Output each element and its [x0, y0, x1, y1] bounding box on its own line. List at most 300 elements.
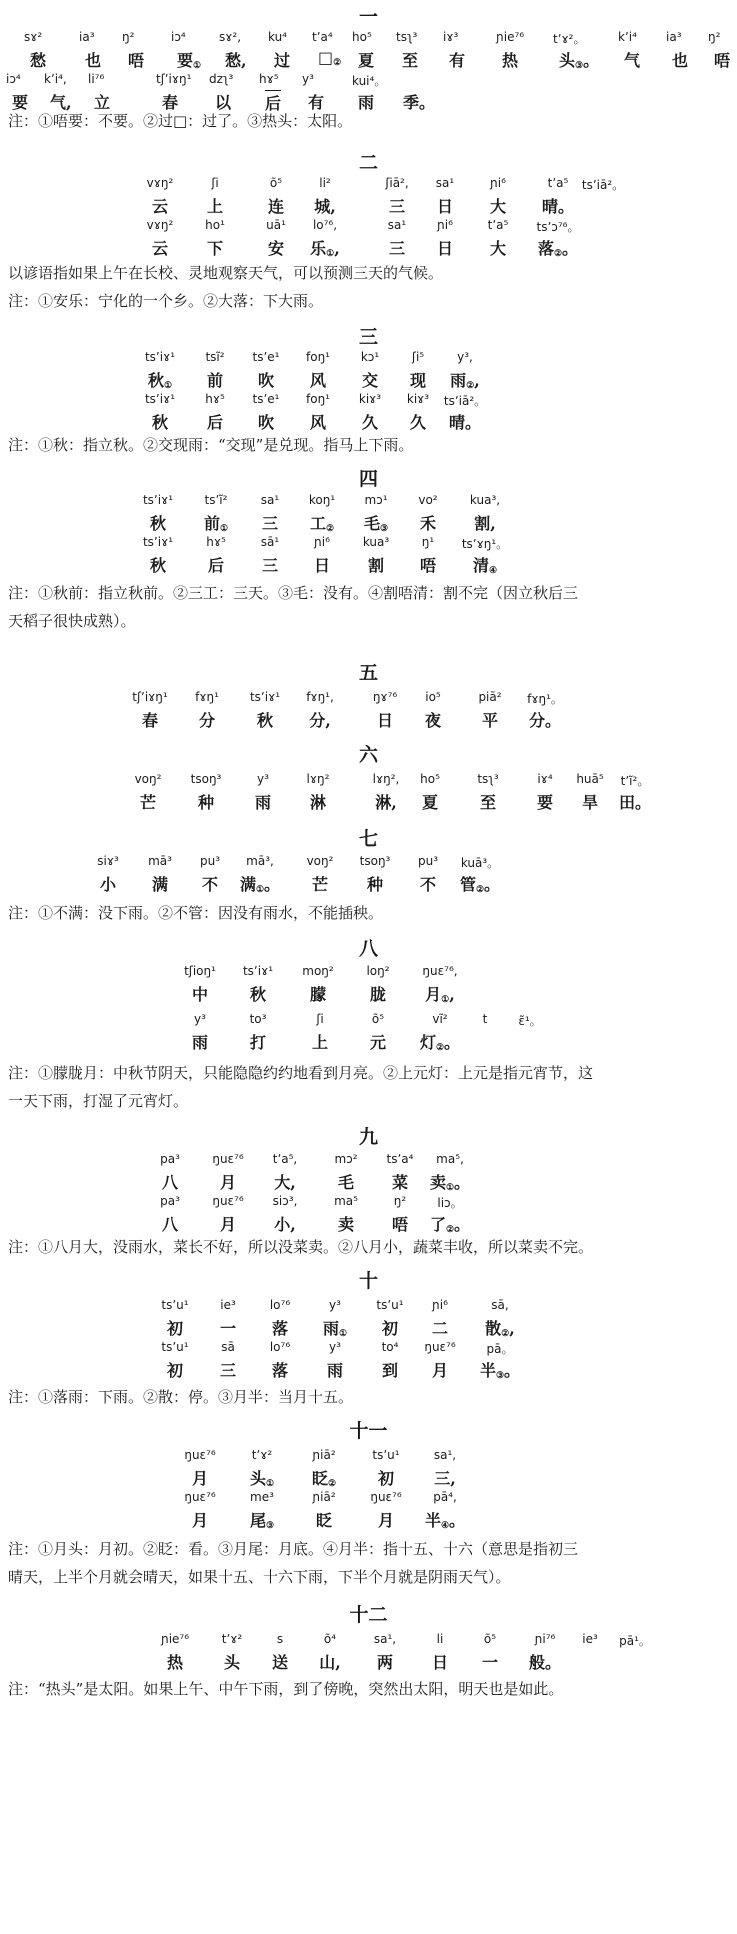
phonetic-syllable: sā¹ [260, 535, 280, 549]
hanzi-character: 唔 [419, 556, 437, 575]
hanzi-character: 朦 [309, 985, 327, 1004]
hanzi-character: 初 [381, 1319, 399, 1338]
phonetic-syllable: liɔ。 [437, 1196, 463, 1210]
hanzi-character: 一 [481, 1653, 499, 1672]
hanzi-character: 气 [624, 51, 641, 70]
annotation-note: 注：①落雨：下雨。②散：停。③月半：当月十五。 [8, 1388, 354, 1406]
phonetic-syllable: mā³ [148, 854, 172, 868]
hanzi-character: 三 [388, 239, 406, 258]
hanzi-character: 风 [309, 413, 327, 432]
hanzi-character: 三 [388, 197, 406, 216]
phonetic-syllable: to³ [249, 1012, 267, 1026]
hanzi-character: 三 [261, 514, 279, 533]
phonetic-syllable: y³ [329, 1340, 341, 1354]
phonetic-syllable: kiɤ³ [358, 392, 382, 406]
phonetic-syllable: tsʼiɤ¹ [144, 350, 176, 364]
hanzi-character: 唔 [128, 51, 145, 70]
phonetic-syllable: sa¹ [387, 218, 407, 232]
hanzi-character: 管$_②$。 [459, 875, 501, 895]
phonetic-syllable: dzʅ³ [209, 72, 234, 86]
phonetic-syllable: ŋuɛ⁷⁶ [184, 1490, 216, 1504]
hanzi-character: 尾$_③$ [249, 1511, 275, 1531]
section-number: 十二 [349, 1604, 388, 1626]
hanzi-character: 送 [271, 1653, 289, 1672]
hanzi-character: 打 [249, 1033, 267, 1052]
phonetic-syllable: ʃi [211, 176, 219, 190]
phonetic-syllable: fɤŋ¹, [306, 690, 334, 704]
hanzi-character: 秋 [149, 514, 167, 533]
hanzi-character: 月 [431, 1361, 449, 1380]
phonetic-syllable: lɤŋ² [306, 772, 330, 786]
hanzi-character: 芒 [311, 875, 329, 894]
section-number: 四 [358, 468, 378, 490]
hanzi-character: 愁 [30, 51, 47, 70]
hanzi-character: 吹 [257, 413, 275, 432]
section-number: 三 [358, 326, 378, 348]
hanzi-character: 胧 [369, 985, 387, 1004]
phonetic-syllable: tʼa⁵ [547, 176, 569, 190]
hanzi-character: 安 [267, 239, 285, 258]
hanzi-character: 月 [219, 1173, 237, 1192]
phonetic-syllable: ŋuɛ⁷⁶ [370, 1490, 402, 1504]
phonetic-syllable: tsʼiɤ¹ [142, 535, 174, 549]
phonetic-syllable: huā⁵ [576, 772, 604, 786]
hanzi-character: 上 [311, 1033, 329, 1052]
phonetic-syllable: hɤ⁵ [205, 392, 225, 406]
phonetic-syllable: piā² [478, 690, 502, 704]
hanzi-character: 三, [434, 1469, 456, 1488]
hanzi-character: 头$_①$ [249, 1469, 275, 1489]
hanzi-character: 清$_④$ [472, 556, 498, 576]
phonetic-syllable: vĩ² [432, 1012, 448, 1026]
phonetic-syllable: sā, [491, 1298, 509, 1312]
phonetic-syllable: sa¹, [373, 1632, 397, 1646]
phonetic-syllable: pa³ [160, 1152, 180, 1166]
hanzi-character: 分。 [528, 711, 562, 730]
hanzi-character: 雨 [358, 93, 375, 112]
phonetic-syllable: ŋuɛ⁷⁶, [422, 964, 458, 978]
hanzi-character: 满 [151, 875, 169, 894]
phonetic-syllable: kua³ [362, 535, 390, 549]
hanzi-character: 大 [489, 239, 507, 258]
hanzi-character: 日 [436, 239, 454, 258]
phonetic-syllable: tʃʼiɤŋ¹ [156, 72, 192, 86]
hanzi-character: 雨 [254, 793, 272, 812]
phonetic-syllable: ɲie⁷⁶ [496, 30, 525, 44]
phonetic-syllable: ŋ¹ [421, 535, 435, 549]
hanzi-character: 久 [409, 413, 427, 432]
phonetic-syllable: tʼĩ²。 [620, 774, 650, 788]
phonetic-syllable: ie³ [582, 1632, 598, 1646]
section-number: 一 [358, 6, 378, 28]
phonetic-syllable: fɤŋ¹ [195, 690, 219, 704]
phonetic-syllable: iɤ³ [443, 30, 459, 44]
phonetic-syllable: pu³ [417, 854, 439, 868]
phonetic-syllable: tsʼu¹ [372, 1448, 400, 1462]
phonetic-syllable: fɤŋ¹。 [527, 692, 563, 706]
phonetic-syllable: tsʼɤŋ¹。 [461, 537, 509, 551]
hanzi-character: 秋 [249, 985, 267, 1004]
phonetic-syllable: io⁵ [425, 690, 441, 704]
hanzi-character: 工$_②$ [309, 514, 335, 534]
hanzi-character: 三 [219, 1361, 237, 1380]
hanzi-character: 田。 [618, 793, 652, 812]
phonetic-syllable: mɔ¹ [364, 493, 388, 507]
hanzi-character: 落 [271, 1319, 289, 1338]
phonetic-syllable: kɔ¹ [360, 350, 380, 364]
hanzi-character: 连 [267, 197, 285, 216]
hanzi-character: 落 [271, 1361, 289, 1380]
hanzi-character: 下 [206, 239, 224, 258]
hanzi-character: 头$_③$。 [559, 51, 600, 71]
phonetic-syllable: ho⁵ [352, 30, 372, 44]
hanzi-character: $□_②$ [318, 48, 342, 68]
phonetic-syllable: y³ [302, 72, 314, 86]
phonetic-syllable: ho¹ [205, 218, 225, 232]
phonetic-syllable: sa¹, [433, 1448, 457, 1462]
phonetic-syllable: tsʼiɤ¹ [249, 690, 281, 704]
phonetic-syllable: y³ [194, 1012, 206, 1026]
phonetic-syllable: foŋ¹ [306, 350, 330, 364]
phonetic-syllable: kʼi⁴ [618, 30, 637, 44]
phonetic-syllable: vo² [418, 493, 438, 507]
hanzi-character: 日 [376, 711, 394, 730]
hanzi-character: 至 [402, 51, 419, 70]
hanzi-character: 吹 [257, 371, 275, 390]
phonetic-syllable: t [482, 1012, 488, 1026]
phonetic-syllable: pā。 [486, 1342, 514, 1356]
annotation-note: 注：①秋前：指立秋前。②三工：三天。③毛：没有。④割唔清：割不完（因立秋后三 [8, 584, 579, 602]
phonetic-syllable: y³ [257, 772, 269, 786]
hanzi-character: 毛 [337, 1173, 355, 1192]
phonetic-syllable: me³ [250, 1490, 274, 1504]
hanzi-character: 小 [99, 875, 117, 894]
hanzi-character: 立 [94, 93, 111, 112]
phonetic-syllable: tsʅ³ [396, 30, 418, 44]
hanzi-character: 也 [85, 51, 102, 70]
phonetic-syllable: ia³ [666, 30, 682, 44]
hanzi-character: 上 [206, 197, 224, 216]
phonetic-syllable: tʃioŋ¹ [184, 964, 216, 978]
phonetic-syllable: õ⁴ [323, 1632, 337, 1646]
hanzi-character: 二 [431, 1319, 449, 1338]
phonetic-syllable: ɲi⁶ [490, 176, 506, 190]
hanzi-character: 后 [265, 90, 281, 114]
hanzi-character: 芒 [139, 793, 157, 812]
annotation-note: 天稻子很快成熟）。 [8, 612, 136, 630]
phonetic-syllable: to⁴ [381, 1340, 399, 1354]
hanzi-character: 种 [197, 793, 215, 812]
hanzi-character: 割 [367, 556, 385, 575]
hanzi-character: 现 [409, 371, 427, 390]
phonetic-syllable: pu³ [199, 854, 221, 868]
hanzi-character: 八 [161, 1173, 179, 1192]
phonetic-syllable: kua³, [469, 493, 501, 507]
hanzi-character: 愁, [225, 51, 247, 70]
hanzi-character: 有 [449, 51, 466, 70]
hanzi-character: 晴。 [541, 197, 575, 216]
hanzi-character: 初 [377, 1469, 395, 1488]
hanzi-character: 中 [191, 985, 209, 1004]
phonetic-syllable: tsʼiā²。 [443, 394, 487, 408]
hanzi-character: 后 [207, 556, 225, 575]
section-number: 九 [358, 1126, 378, 1148]
hanzi-character: 季。 [403, 93, 436, 112]
hanzi-character: 初 [166, 1319, 184, 1338]
hanzi-character: 元 [369, 1033, 387, 1052]
hanzi-character: 风 [309, 371, 327, 390]
phonetic-syllable: li² [319, 176, 331, 190]
hanzi-character: 雨 [191, 1033, 209, 1052]
hanzi-character: 后 [206, 413, 224, 432]
hanzi-character: 平 [481, 711, 499, 730]
phonetic-syllable: ku⁴ [268, 30, 287, 44]
hanzi-character: 雨$_②$, [450, 371, 480, 391]
hanzi-character: 大, [274, 1173, 296, 1192]
phonetic-syllable: kui⁴。 [352, 74, 387, 88]
phonetic-syllable: tsʼu¹ [376, 1298, 404, 1312]
annotation-note: 注：①朦胧月：中秋节阴天，只能隐隐约约地看到月亮。②上元灯：上元是指元宵节，这 [8, 1064, 594, 1082]
phonetic-syllable: ma⁵, [436, 1152, 464, 1166]
phonetic-syllable: ŋuɛ⁷⁶ [212, 1194, 244, 1208]
phonetic-syllable: ma⁵ [334, 1194, 358, 1208]
section-number: 十一 [349, 1420, 388, 1442]
phonetic-syllable: lɤŋ², [372, 772, 400, 786]
hanzi-character: 大 [489, 197, 507, 216]
hanzi-character: 夏 [358, 51, 375, 70]
annotation-note: 注：①月头：月初。②眨：看。③月尾：月底。④月半：指十五、十六（意思是指初三 [8, 1540, 579, 1558]
phonetic-syllable: ŋuɛ⁷⁶ [424, 1340, 456, 1354]
phonetic-syllable: uā¹ [266, 218, 286, 232]
phonetic-syllable: ʃiā², [385, 176, 409, 190]
hanzi-character: 日 [431, 1653, 449, 1672]
phonetic-syllable: iɔ⁴ [6, 72, 21, 86]
hanzi-character: 前$_①$ [203, 514, 229, 534]
hanzi-character: 小, [274, 1215, 296, 1234]
hanzi-character: 月$_①$, [425, 985, 455, 1005]
phonetic-syllable: y³ [329, 1298, 341, 1312]
hanzi-character: 淋 [309, 793, 327, 812]
phonetic-syllable: ŋuɛ⁷⁶ [212, 1152, 244, 1166]
hanzi-character: 以 [215, 93, 232, 112]
phonetic-syllable: siɤ³ [97, 854, 119, 868]
hanzi-character: 一 [219, 1319, 237, 1338]
phonetic-syllable: vɤŋ² [146, 176, 174, 190]
phonetic-syllable: tsʼɔ⁷⁶。 [536, 220, 580, 234]
phonetic-syllable: pā¹。 [619, 1634, 651, 1648]
hanzi-character: 日 [313, 556, 331, 575]
hanzi-character: 秋$_①$ [147, 371, 173, 391]
phonetic-syllable: pā⁴, [433, 1490, 457, 1504]
hanzi-character: 山, [319, 1653, 341, 1672]
hanzi-character: 半$_④$。 [424, 1511, 466, 1531]
hanzi-character: 夜 [424, 711, 442, 730]
hanzi-character: 落$_②$。 [537, 239, 579, 259]
hanzi-character: 般。 [528, 1653, 562, 1672]
hanzi-character: 月 [219, 1215, 237, 1234]
phonetic-syllable: mā³, [246, 854, 274, 868]
hanzi-character: 秋 [149, 556, 167, 575]
phonetic-syllable: sɤ², [219, 30, 242, 44]
phonetic-syllable: ŋ² [393, 1194, 407, 1208]
phonetic-syllable: tsʼu¹ [161, 1298, 189, 1312]
phonetic-syllable: vɤŋ² [146, 218, 174, 232]
hanzi-character: 种 [366, 875, 384, 894]
phonetic-syllable: voŋ² [306, 854, 334, 868]
phonetic-syllable: iɔ⁴ [171, 30, 186, 44]
phonetic-syllable: ʃi⁵ [411, 350, 425, 364]
phonetic-syllable: tsʼu¹ [161, 1340, 189, 1354]
hanzi-character: 散$_②$, [485, 1319, 515, 1339]
phonetic-syllable: hɤ⁵ [259, 72, 279, 86]
annotation-note: 注：“热头”是太阳。如果上午、中午下雨，到了傍晚，突然出太阳，明天也是如此。 [8, 1680, 564, 1698]
hanzi-character: 要 [12, 93, 29, 112]
phonetic-syllable: ɲi⁶ [314, 535, 330, 549]
phonetic-syllable: ie³ [220, 1298, 236, 1312]
hanzi-character: 秋 [256, 711, 274, 730]
phonetic-syllable: ɛ̃¹。 [518, 1014, 542, 1028]
section-number: 二 [358, 152, 378, 174]
phonetic-syllable: loŋ² [366, 964, 390, 978]
hanzi-character: 城, [314, 197, 336, 216]
phonetic-syllable: kʼi⁴, [44, 72, 67, 86]
phonetic-syllable: tsʼiā²。 [581, 178, 625, 192]
phonetic-syllable: siɔ³, [272, 1194, 298, 1208]
phonetic-syllable: ɲie⁷⁶ [160, 1632, 190, 1646]
phonetic-syllable: ŋuɛ⁷⁶ [184, 1448, 216, 1462]
hanzi-character: 过 [274, 51, 291, 70]
hanzi-character: 日 [436, 197, 454, 216]
phonetic-syllable: ɲi⁶ [432, 1298, 448, 1312]
phonetic-syllable: tsʼe¹ [252, 350, 280, 364]
hanzi-character: 分 [198, 711, 216, 730]
phonetic-syllable: tsʼa⁴ [386, 1152, 414, 1166]
hanzi-character: 到 [381, 1361, 399, 1380]
phonetic-syllable: tsʼiɤ¹ [144, 392, 176, 406]
hanzi-character: 夏 [421, 793, 439, 812]
phonetic-syllable: ŋɤ⁷⁶ [372, 690, 398, 704]
phonetic-syllable: õ⁵ [483, 1632, 497, 1646]
annotation-note: 注：①秋：指立秋。②交现雨：“交现”是兑现。指马上下雨。 [8, 436, 414, 454]
hanzi-character: 三 [261, 556, 279, 575]
phonetic-syllable: sɤ² [24, 30, 43, 44]
phonetic-syllable: iɤ⁴ [537, 772, 553, 786]
hanzi-character: 气, [50, 93, 72, 112]
phonetic-syllable: tsʅ³ [477, 772, 499, 786]
annotation-note: 注：①八月大，没雨水，菜长不好，所以没菜卖。②八月小，蔬菜丰收，所以菜卖不完。 [8, 1238, 594, 1256]
hanzi-character: 毛$_③$ [363, 514, 389, 534]
hanzi-character: 要 [536, 793, 554, 812]
hanzi-character: 初 [166, 1361, 184, 1380]
hanzi-character: 唔 [714, 51, 731, 70]
phonetic-syllable: hɤ⁵ [206, 535, 226, 549]
phonetic-syllable: li [436, 1632, 444, 1646]
phonetic-syllable: kuā³。 [460, 856, 500, 870]
phonetic-syllable: tʼa⁵ [487, 218, 509, 232]
phonetic-syllable: tsʼe¹ [252, 392, 280, 406]
phonetic-syllable: y³, [457, 350, 473, 364]
hanzi-character: 月 [191, 1511, 209, 1530]
phonetic-syllable: ɲi⁶ [437, 218, 453, 232]
hanzi-character: 眨$_②$ [311, 1469, 337, 1489]
hanzi-character: 分, [309, 711, 331, 730]
phonetic-syllable: lo⁷⁶, [312, 218, 338, 232]
phonetic-syllable: ɲi⁷⁶ [534, 1632, 556, 1646]
annotation-note: 一天下雨，打湿了元宵灯。 [8, 1092, 189, 1110]
phonetic-syllable: sā [221, 1340, 235, 1354]
hanzi-character: 交 [361, 371, 379, 390]
phonetic-syllable: tsʼiɤ¹ [242, 964, 274, 978]
hanzi-character: 八 [161, 1215, 179, 1234]
section-number: 八 [358, 938, 378, 960]
hanzi-character: 半$_③$。 [479, 1361, 521, 1381]
annotation-note: 注：①安乐：宁化的一个乡。②大落：下大雨。 [8, 292, 324, 310]
section-number: 六 [358, 744, 378, 766]
phonetic-syllable: voŋ² [134, 772, 162, 786]
phonetic-syllable: õ⁵ [269, 176, 283, 190]
hanzi-character: 不 [201, 875, 219, 894]
phonetic-syllable: ho⁵ [420, 772, 440, 786]
hanzi-character: 菜 [391, 1173, 409, 1192]
hanzi-character: 头 [223, 1653, 241, 1672]
hanzi-character: 久 [361, 413, 379, 432]
phonetic-syllable: lo⁷⁶ [269, 1340, 291, 1354]
phonetic-syllable: tʼɤ² [251, 1448, 273, 1462]
phonetic-syllable: lo⁷⁶ [269, 1298, 291, 1312]
phonetic-syllable: ŋ² [708, 30, 721, 44]
hanzi-character: 要$_①$ [177, 51, 202, 71]
hanzi-character: 卖$_①$。 [429, 1173, 471, 1193]
hanzi-character: 禾 [419, 514, 437, 533]
phonetic-syllable: ia³ [79, 30, 95, 44]
hanzi-character: 乐$_①$, [310, 239, 340, 259]
phonetic-syllable: sa¹ [435, 176, 455, 190]
hanzi-character: 不 [419, 875, 437, 894]
phonetic-syllable: ŋ² [122, 30, 135, 44]
hanzi-character: 秋 [151, 413, 169, 432]
hanzi-character: 热 [166, 1653, 184, 1672]
hanzi-character: 春 [162, 93, 179, 112]
annotation-note: 晴天，上半个月就会晴天，如果十五、十六下雨，下半个月就是阴雨天气）。 [8, 1568, 511, 1586]
phonetic-syllable: tʼɤ² [221, 1632, 243, 1646]
hanzi-character: 晴。 [448, 413, 482, 432]
hanzi-character: 雨$_①$ [322, 1319, 348, 1339]
phonetic-syllable: ɲiā² [312, 1490, 336, 1504]
hanzi-character: 月 [377, 1511, 395, 1530]
hanzi-character: 割, [474, 514, 496, 533]
phonetic-syllable: sa¹ [260, 493, 280, 507]
phonetic-syllable: tʼa⁴ [312, 30, 333, 44]
section-number: 十 [358, 1270, 378, 1292]
hanzi-character: 也 [672, 51, 689, 70]
hanzi-character: 春 [141, 711, 159, 730]
phonetic-syllable: moŋ² [302, 964, 334, 978]
hanzi-character: 有 [308, 93, 325, 112]
section-number: 七 [358, 828, 378, 850]
phonetic-syllable: li⁷⁶ [88, 72, 105, 86]
phonetic-syllable: s [276, 1632, 284, 1646]
hanzi-character: 眨 [315, 1511, 333, 1530]
hanzi-character: 淋, [375, 793, 397, 812]
hanzi-character: 至 [479, 793, 497, 812]
phonetic-syllable: foŋ¹ [306, 392, 330, 406]
annotation-note: 注：①不满：没下雨。②不管：因没有雨水，不能插秧。 [8, 904, 384, 922]
hanzi-character: 热 [502, 51, 519, 70]
phonetic-syllable: tʼɤ²。 [553, 32, 586, 46]
hanzi-character: 前 [206, 371, 224, 390]
phonetic-syllable: ʃi [316, 1012, 324, 1026]
phonetic-syllable: mɔ² [334, 1152, 358, 1166]
